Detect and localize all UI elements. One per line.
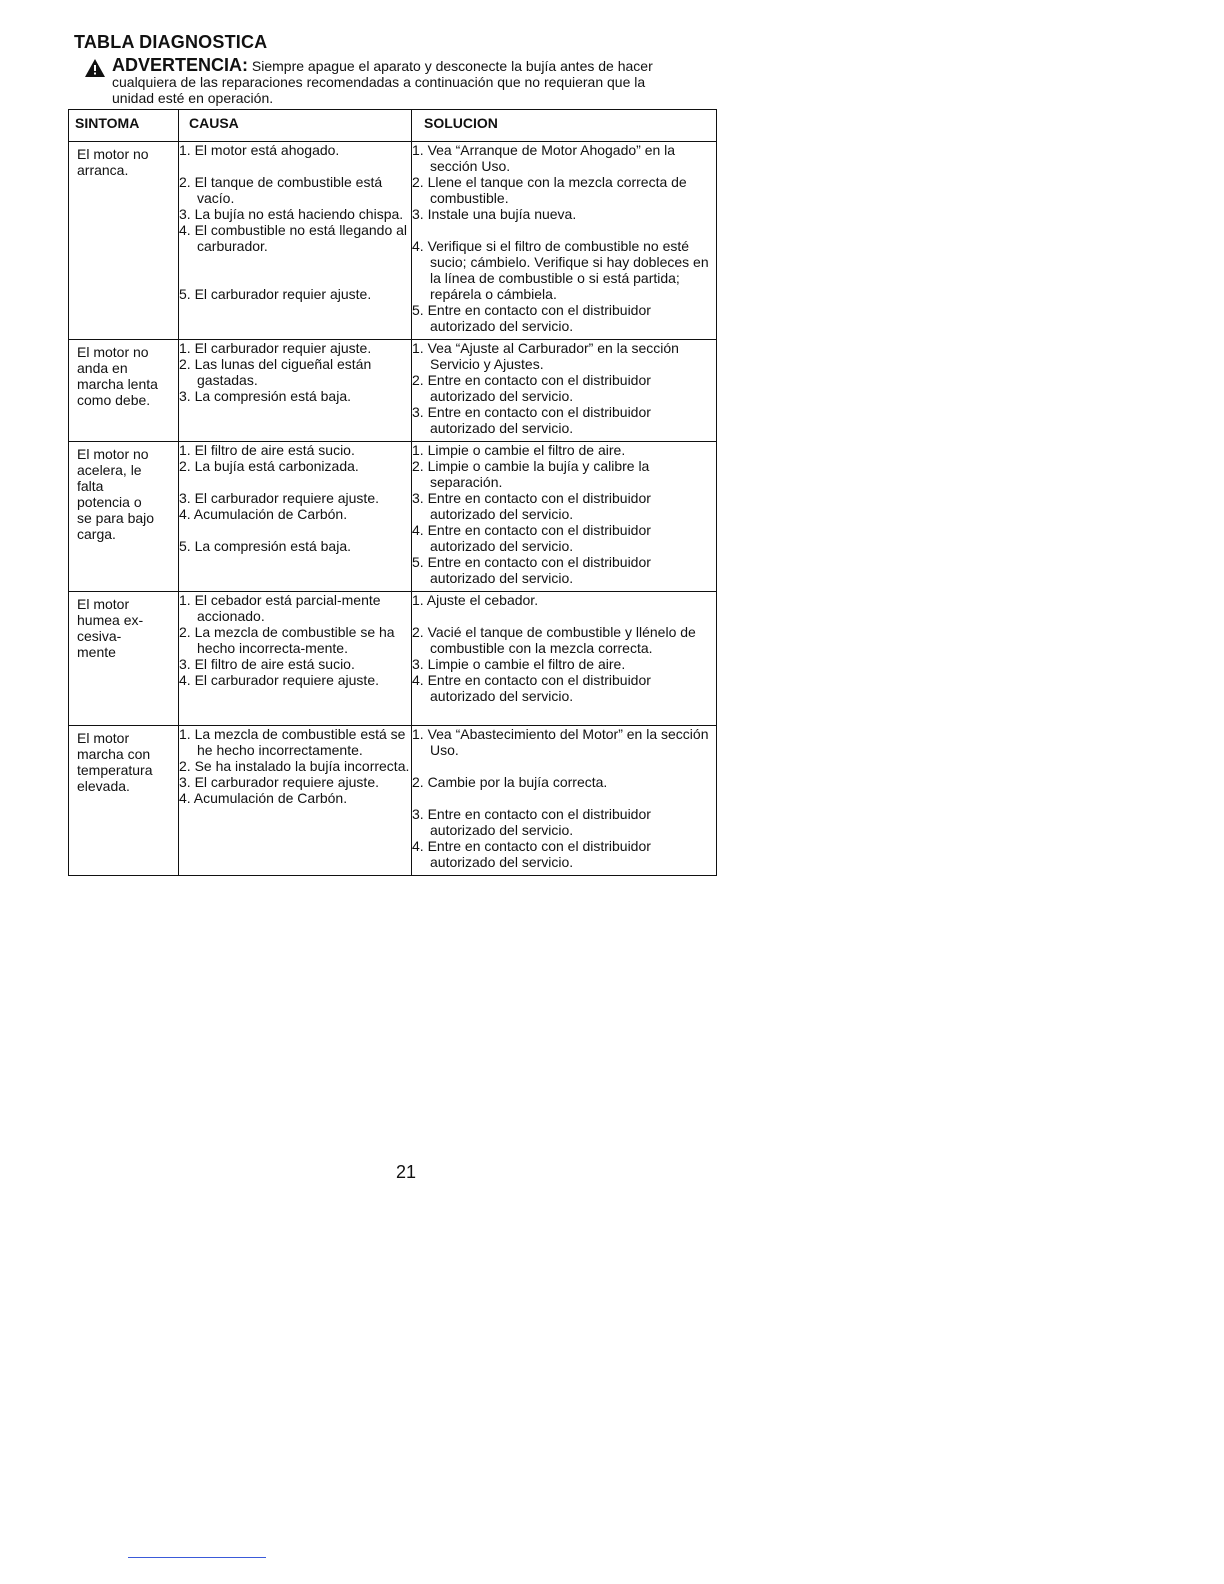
- symptom-line: El motor no: [77, 146, 149, 162]
- symptom-line: El motor: [77, 596, 130, 612]
- solution-item: 3. Limpie o cambie el filtro de aire.: [412, 656, 626, 672]
- solution-item: 3. Instale una bujía nueva.: [412, 206, 577, 222]
- solution-item: 4. Entre en contacto con el distribuidor autorizado del servicio.: [412, 522, 651, 554]
- solution-cell: [412, 340, 717, 442]
- solution-item: 1. Ajuste el cebador.: [412, 592, 539, 608]
- symptom-cell: [69, 726, 179, 876]
- solution-item: 1. Vea “Ajuste al Carburador” en la sección Servicio y Ajustes.: [412, 340, 679, 372]
- solution-item: 1. Vea “Arranque de Motor Ahogado” en la sección Uso.: [412, 142, 676, 174]
- solution-item: 3. Entre en contacto con el distribuidor autorizado del servicio.: [412, 404, 651, 436]
- table-row: [69, 142, 717, 340]
- solution-cell: [412, 592, 717, 726]
- solution-item: 2. Cambie por la bujía correcta.: [412, 774, 608, 790]
- symptom-line: marcha lenta: [77, 376, 158, 392]
- cause-item: 3. El carburador requiere ajuste.: [179, 490, 379, 506]
- cause-item: 1. La mezcla de combustible está se he hecho incorrectamente.: [179, 726, 406, 758]
- cause-item: 2. La mezcla de combustible se ha hecho incorrecta-mente.: [179, 624, 395, 656]
- solution-item: 5. Entre en contacto con el distribuidor autorizado del servicio.: [412, 554, 651, 586]
- symptom-cell: [69, 442, 179, 592]
- symptom-line: carga.: [77, 526, 116, 542]
- symptom-line: marcha con: [77, 746, 151, 762]
- symptom-cell: [69, 142, 179, 340]
- solution-item: 4. Entre en contacto con el distribuidor autorizado del servicio.: [412, 672, 651, 704]
- cause-item: 2. Las lunas del cigueñal están gastadas.: [179, 356, 372, 388]
- cause-item: 3. La bujía no está haciendo chispa.: [179, 206, 404, 222]
- cause-cell: [179, 340, 412, 442]
- solution-item: 2. Entre en contacto con el distribuidor autorizado del servicio.: [412, 372, 651, 404]
- warning-text-1: Siempre apague el aparato y desconecte la bujía antes de hacer: [251, 58, 653, 74]
- page-title: TABLA DIAGNOSTICA: [74, 32, 268, 52]
- cause-item: 4. El carburador requiere ajuste.: [179, 672, 379, 688]
- solution-item: 4. Verifique si el filtro de combustible no esté sucio; cámbielo. Verifique si hay dobleces en la línea de combustible o si está partida; repárela o cámbiela.: [412, 238, 709, 302]
- cause-item: 5. La compresión está baja.: [179, 538, 351, 554]
- warning-line-2: cualquiera de las reparaciones recomendadas a continuación que no requieran que la: [112, 74, 646, 90]
- symptom-cell: [69, 592, 179, 726]
- warning-notice: [84, 55, 734, 107]
- solution-item: 4. Entre en contacto con el distribuidor autorizado del servicio.: [412, 838, 651, 870]
- solution-item: 5. Entre en contacto con el distribuidor autorizado del servicio.: [412, 302, 651, 334]
- cause-item: 1. El cebador está parcial-mente accionado.: [179, 592, 381, 624]
- solution-item: 1. Vea “Abastecimiento del Motor” en la sección Uso.: [412, 726, 709, 758]
- solution-cell: [412, 142, 717, 340]
- cause-cell: [179, 592, 412, 726]
- cause-item: 5. El carburador requier ajuste.: [179, 286, 372, 302]
- symptom-line: humea ex-: [77, 612, 144, 628]
- cause-item: 4. Acumulación de Carbón.: [179, 506, 348, 522]
- cause-item: 3. El carburador requiere ajuste.: [179, 774, 379, 790]
- symptom-line: elevada.: [77, 778, 130, 794]
- cause-item: 2. El tanque de combustible está vacío.: [179, 174, 383, 206]
- table-row: [69, 592, 717, 726]
- symptom-line: se para bajo: [77, 510, 155, 526]
- symptom-line: El motor no: [77, 446, 149, 462]
- symptom-line: acelera, le: [77, 462, 142, 478]
- cause-item: 2. Se ha instalado la bujía incorrecta.: [179, 758, 410, 774]
- cause-item: 3. La compresión está baja.: [179, 388, 351, 404]
- symptom-line: El motor: [77, 730, 130, 746]
- table-row: [69, 442, 717, 592]
- header-causa: CAUSA: [179, 110, 412, 142]
- cause-item: 3. El filtro de aire está sucio.: [179, 656, 355, 672]
- solution-cell: [412, 726, 717, 876]
- page-number: 21: [396, 1162, 417, 1182]
- cause-cell: [179, 442, 412, 592]
- symptom-line: temperatura: [77, 762, 153, 778]
- symptom-line: mente: [77, 644, 116, 660]
- table-header-row: [69, 110, 717, 142]
- solution-item: 2. Vacié el tanque de combustible y llénelo de combustible con la mezcla correcta.: [412, 624, 696, 656]
- cause-item: 4. Acumulación de Carbón.: [179, 790, 348, 806]
- cause-cell: [179, 142, 412, 340]
- header-sintoma: SINTOMA: [69, 110, 179, 142]
- header-solucion: SOLUCION: [412, 110, 717, 142]
- solution-item: 1. Limpie o cambie el filtro de aire.: [412, 442, 626, 458]
- solution-item: 2. Llene el tanque con la mezcla correcta de combustible.: [412, 174, 687, 206]
- symptom-line: arranca.: [77, 162, 129, 178]
- solution-cell: [412, 442, 717, 592]
- warning-line-3: unidad esté en operación.: [112, 90, 274, 106]
- diagnostic-table: [68, 109, 717, 876]
- symptom-line: anda en: [77, 360, 128, 376]
- symptom-line: El motor no: [77, 344, 149, 360]
- solution-item: 3. Entre en contacto con el distribuidor autorizado del servicio.: [412, 806, 651, 838]
- table-row: [69, 340, 717, 442]
- cause-item: 4. El combustible no está llegando al carburador.: [179, 222, 408, 254]
- symptom-line: cesiva-: [77, 628, 122, 644]
- warning-triangle-icon: [84, 58, 106, 78]
- cause-cell: [179, 726, 412, 876]
- solution-item: 3. Entre en contacto con el distribuidor autorizado del servicio.: [412, 490, 651, 522]
- symptom-line: como debe.: [77, 392, 151, 408]
- footer-rule: [128, 1557, 266, 1558]
- symptom-line: potencia o: [77, 494, 142, 510]
- warning-line-1: [112, 57, 653, 74]
- cause-item: 1. El filtro de aire está sucio.: [179, 442, 355, 458]
- symptom-line: falta: [77, 478, 104, 494]
- symptom-cell: [69, 340, 179, 442]
- cause-item: 2. La bujía está carbonizada.: [179, 458, 359, 474]
- cause-item: 1. El carburador requier ajuste.: [179, 340, 372, 356]
- solution-item: 2. Limpie o cambie la bujía y calibre la separación.: [412, 458, 650, 490]
- cause-item: 1. El motor está ahogado.: [179, 142, 340, 158]
- table-row: [69, 726, 717, 876]
- warning-label: ADVERTENCIA:: [112, 55, 249, 75]
